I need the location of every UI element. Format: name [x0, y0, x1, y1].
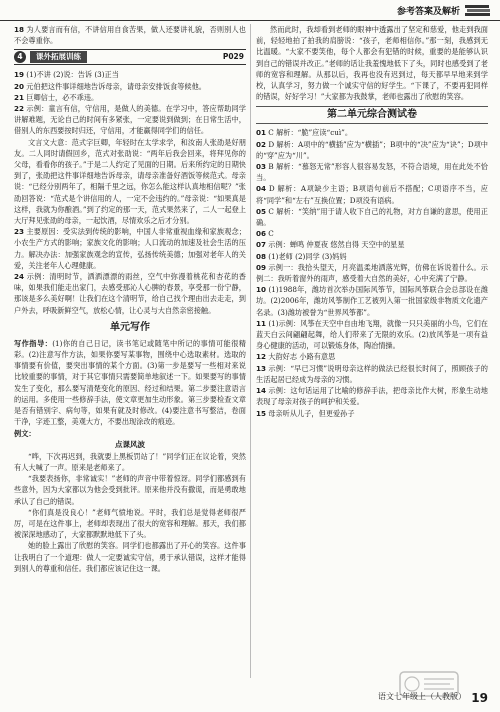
book-stack-icon [464, 3, 492, 17]
test-answer: 15 母亲听从儿子，但更爱孙子 [256, 408, 355, 418]
answer-21: 21 巨卿信士，必不乖违。 [14, 92, 99, 102]
unit-test-title: 第二单元综合测试卷 [256, 106, 488, 124]
test-answer: 05 C 解析：“笑纳”用于请人收下自己的礼物，对方自谦的意思，使用正确。 [256, 206, 488, 228]
right-column [256, 24, 488, 678]
page-header [0, 0, 500, 21]
test-answer: 02 D 解析：A项中的“横插”应为“横插”；B项中的“决”应为“诀”；D项中的“穿”应为“川”。 [256, 139, 488, 160]
story-continuation: 然而此时，我却看到老师的眼神中透露出了坚定和慈爱，他走到我面前，轻轻地拍了拍我的肩膀说：“孩子，老师相信你。”那一刻，我感到无比温暖。“大家不要笑他，每个人都会有犯错的时候，重要的是能够认识到自己的错误并改正。”老师的话让我羞愧地低下了头，同时也感受到了老师的宽容和理解。从那以后，我再也没有迟到过，每天都早早地来到学校，认真学习，努力做一个诚实守信的好学生。“下课了，不要再犯同样的错误，好好学习！”大家都为我鼓掌，老师也露出了欣慰的笑容。 [256, 25, 488, 102]
answer-23: 23 主要原因：受实法到传统的影响，中国人非常重视血缘和家族观念；小农生产方式的影响；家族文化的影响；人口流动的加速及社会生活的压力。解决办法：加强家族观念的宣传，弘扬传统美德；加强对老年人的关爱，关注老年人心理健康。 [14, 227, 246, 270]
test-answer: 01 C 解析：“脆”应读“cuì”。 [256, 128, 353, 138]
answer-18: 18 为人要言而有信，不讲信用自食苦果，做人还要讲礼貌，否则别人也不会尊重你。 [14, 25, 246, 46]
test-answer: 14 示例：这句话运用了比喻的修辞手法，把母亲比作大树，形象生动地表现了母亲对孩子的呵护和关爱。 [256, 386, 488, 407]
test-answer: 13 示例：“早已习惯”说明母亲这样的做法已经很长时间了，照顾孩子的生活起居已经成为母亲的习惯。 [256, 363, 488, 384]
section-bar [14, 49, 246, 65]
story-title: 点课风波 [115, 439, 145, 449]
sample-label: 例文： [14, 428, 36, 438]
section-title: 课外拓展训练 [30, 51, 87, 63]
page-number: 19 [471, 691, 488, 705]
test-answer: 06 C [256, 229, 274, 239]
test-answer: 12 大韵好志 小路有意思 [256, 352, 336, 362]
footer-book-title: 语文七年级上（人教版） [378, 692, 466, 701]
writing-guidance: 写作指导：(1)你的自己日记，读书笔记或随笔中所记的事情可能很精彩。(2)注意写作方法，如果你要写某事物，围绕中心选取素材。选取的事情要有价值，要突出事情的某个方面。(3)第一步是要写一些相对来说比较重要的事情，对于其它事情只需要简单地叙述一下。如果要写的事情发生了变化，那么要写清楚变化的原因、经过和结果。第二步要注意语言的运用。多使用一些修辞手法，使文章更加生动形象。第三步要检查文章是否有错别字、病句等，如果有就及时修改。(4)要注意书写整洁，卷面干净，字迹工整，美观大方，不要出现涂改的痕迹。 [14, 338, 246, 427]
story-paragraph: 她的脸上露出了欣慰的笑容。同学们也都露出了开心的笑容。这件事让我明白了一个道理：做人一定要诚实守信，勇于承认错误，这样才能得到别人的尊重和信任。我们都应该记住这一课。 [14, 541, 246, 573]
classical-translation: 文言文大意：范式字巨卿，年轻时在太学求学，和汝南人张劭是好朋友。二人同时请假回乡，范式对张劭说：“两年后我会回来，将拜见你的父母，看看你的孩子。”于是二人约定了见面的日期。后来所约定的日期快到了，张劭把这件事详细地告诉母亲，请母亲准备好酒饭等候范式。母亲说：“已经分别两年了，相隔千里之远，你怎么能这样认真地相信呢？”张劭回答说：“范式是个讲信用的人，一定不会违约的。”母亲说：“如果真是这样，我就为你酿酒。”到了约定的那一天，范式果然来了，二人一起登上大厅拜见张劭的母亲，一起饮酒，尽情欢乐之后才分别。 [14, 137, 246, 226]
story-paragraph: “你们真是没良心！”老师气愤地说。平时，我们总是觉得老师很严厉，可是在这件事上，老师却表现出了很大的宽容和理解。那天，我们都被深深地感动了，大家都默默地低下了头。 [14, 507, 246, 540]
test-answer: 11 (1)示例：风筝在天空中自由地飞翔，就像一只只美丽的小鸟，它们在蓝天白云间翩翩起舞，给人们带来了无限的欢乐。(2)放风筝是一项有益身心健康的活动，可以锻炼身体，陶冶情操。 [256, 318, 488, 351]
story-paragraph: “哗，下次再迟到，我就要上黑板罚站了！”同学们正在议论着，突然有人大喊了一声。原来是老师来了。 [14, 451, 246, 472]
test-answer: 08 (1)老师 (2)同学 (3)妈妈 [256, 251, 347, 261]
test-answer: 04 D 解析：A项缺少主语；B项语句前后不搭配；C项语序不当，应将“同学”和“左右”互换位置；D项没有语病。 [256, 184, 488, 205]
header-title: 参考答案及解析 [396, 7, 460, 17]
left-column [14, 24, 246, 678]
answer-24: 24 示例：清明时节，洒洒漂漂的雨丝，空气中弥漫着桃花和杏花的香味，如果我们能走出家门，去感受那沁人心脾的春景，享受那一份宁静，那该是多么美好啊！让我们在这个清明节，给自己找个理由出去走走，到户外去，呼吸新鲜空气，放松心情，让心灵与大自然亲密接触。 [14, 272, 246, 315]
answer-20: 20 元伯把这件事详细地告诉母亲，请母亲安排饭食等候他。 [14, 81, 206, 91]
test-answer: 10 (1)1988年，潍坊首次举办国际风筝节，国际风筝联合会总部设在潍坊。(2)2006年，潍坊风筝制作工艺被列入第一批国家级非物质文化遗产名录。(3)潍坊被誉为“世界风筝都”。 [256, 285, 488, 317]
unit-writing-title: 单元写作 [110, 321, 150, 333]
column-divider [250, 24, 251, 678]
answer-22: 22 示例：童言有信，守信用，是做人的美德。在学习中，答应帮助同学讲解难题，无论自己的时间有多紧张，一定要说到做到；在日常生活中，借别人的东西要按时归还，守信用，才能赢得同学们的信任。 [14, 104, 246, 136]
test-answer: 09 示例一：我拾头望天，月亮温柔地洒落光辉，仿佛在诉说着什么。示例二：我听着窗外的雨声，感受着大自然的美好，心中充满了宁静。 [256, 262, 488, 284]
section-number-badge: 4 [14, 51, 26, 63]
story-paragraph: “我要表扬你，非常诚实！”老师的声音中带着惊讶。同学们都感到有些意外，因为大家都以为他会受到批评。原来他并没有撒谎，而是勇敢地承认了自己的错误。 [14, 474, 246, 506]
section-page-ref: P029 [222, 52, 244, 62]
test-answer: 03 B 解析：“慕怒无常”形容人很容易发怒，不符合语境，用在此处不恰当。 [256, 162, 488, 183]
test-answer: 07 示例：蝉鸣 仲夏夜 悠然自得 天空中的星星 [256, 240, 405, 250]
answer-19: 19 (1)不讲 (2)说：告诉 (3)正当 [14, 70, 119, 80]
